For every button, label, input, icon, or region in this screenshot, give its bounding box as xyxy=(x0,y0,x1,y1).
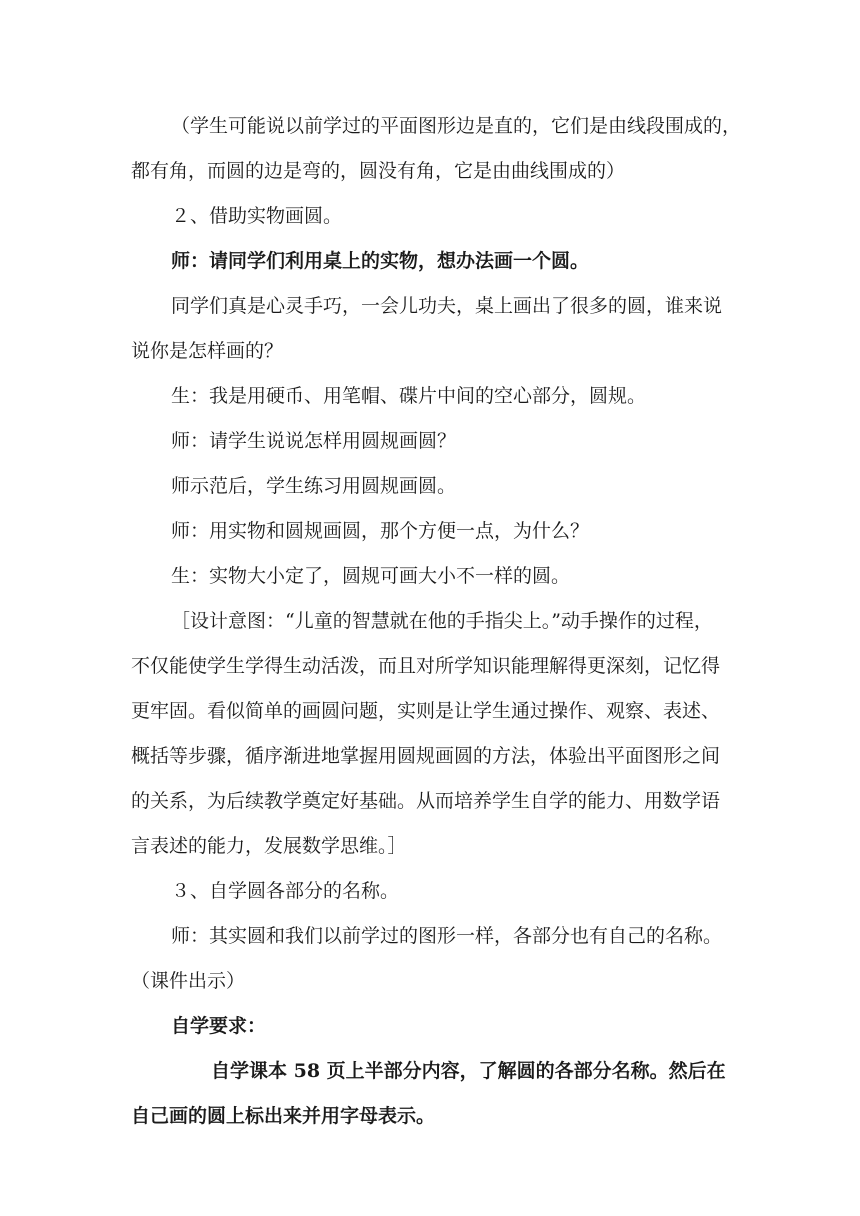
paragraph-student-compare xyxy=(131,554,761,599)
section-heading-3 xyxy=(131,869,761,914)
text-line: （课件出示） xyxy=(131,970,246,992)
text-line: 自学课本 58 页上半部分内容，了解圆的各部分名称。然后在 xyxy=(211,1060,726,1082)
text-line: 师：请同学们利用桌上的实物，想办法画一个圆。 xyxy=(171,250,590,272)
text-line: 生：我是用硬币、用笔帽、碟片中间的空心部分，圆规。 xyxy=(171,385,647,407)
paragraph-teacher-compare xyxy=(131,509,761,554)
text-line: 更牢固。看似简单的画圆问题，实则是让学生通过操作、观察、表述、 xyxy=(131,700,721,722)
text-line: 师：用实物和圆规画圆，那个方便一点，为什么？ xyxy=(171,520,590,542)
text-line: ２、借助实物画圆。 xyxy=(171,205,343,227)
paragraph-teacher-praise xyxy=(131,284,761,374)
paragraph-teacher-question xyxy=(131,419,761,464)
paragraph-teacher-names xyxy=(131,914,761,1004)
text-line: （学生可能说以前学过的平面图形边是直的，它们是由线段围成的， xyxy=(171,115,742,137)
text-line: 同学们真是心灵手巧，一会儿功夫，桌上画出了很多的圆，谁来说 xyxy=(171,295,723,317)
text-line: ３、自学圆各部分的名称。 xyxy=(171,880,400,902)
paragraph-demonstration xyxy=(131,464,761,509)
text-line: 自己画的圆上标出来并用字母表示。 xyxy=(131,1105,436,1127)
paragraph-student-reply xyxy=(131,374,761,419)
text-line: 自学要求： xyxy=(171,1015,267,1037)
self-study-heading xyxy=(131,1004,761,1049)
section-heading-2 xyxy=(131,194,761,239)
text-line: 都有角，而圆的边是弯的，圆没有角，它是由曲线围成的） xyxy=(131,160,626,182)
text-line: 的关系，为后续教学奠定好基础。从而培养学生自学的能力、用数学语 xyxy=(131,790,721,812)
text-line: 师：其实圆和我们以前学过的图形一样，各部分也有自己的名称。 xyxy=(171,925,723,947)
text-line: 概括等步骤，循序渐进地掌握用圆规画圆的方法，体验出平面图形之间 xyxy=(131,745,721,767)
paragraph-design-intent xyxy=(131,599,761,869)
text-line: 生：实物大小定了，圆规可画大小不一样的圆。 xyxy=(171,565,571,587)
text-line: 师示范后，学生练习用圆规画圆。 xyxy=(171,475,457,497)
text-line: 言表述的能力，发展数学思维。］ xyxy=(131,835,407,857)
paragraph-student-answer xyxy=(131,104,761,194)
text-line: 不仅能使学生学得生动活泼，而且对所学知识能理解得更深刻，记忆得 xyxy=(131,655,721,677)
paragraph-teacher-instruction xyxy=(131,239,761,284)
text-line: ［设计意图：“儿童的智慧就在他的手指尖上。”动手操作的过程， xyxy=(171,610,713,632)
text-line: 说你是怎样画的？ xyxy=(131,340,284,362)
self-study-requirement xyxy=(131,1049,761,1139)
text-line: 师：请学生说说怎样用圆规画圆？ xyxy=(171,430,457,452)
